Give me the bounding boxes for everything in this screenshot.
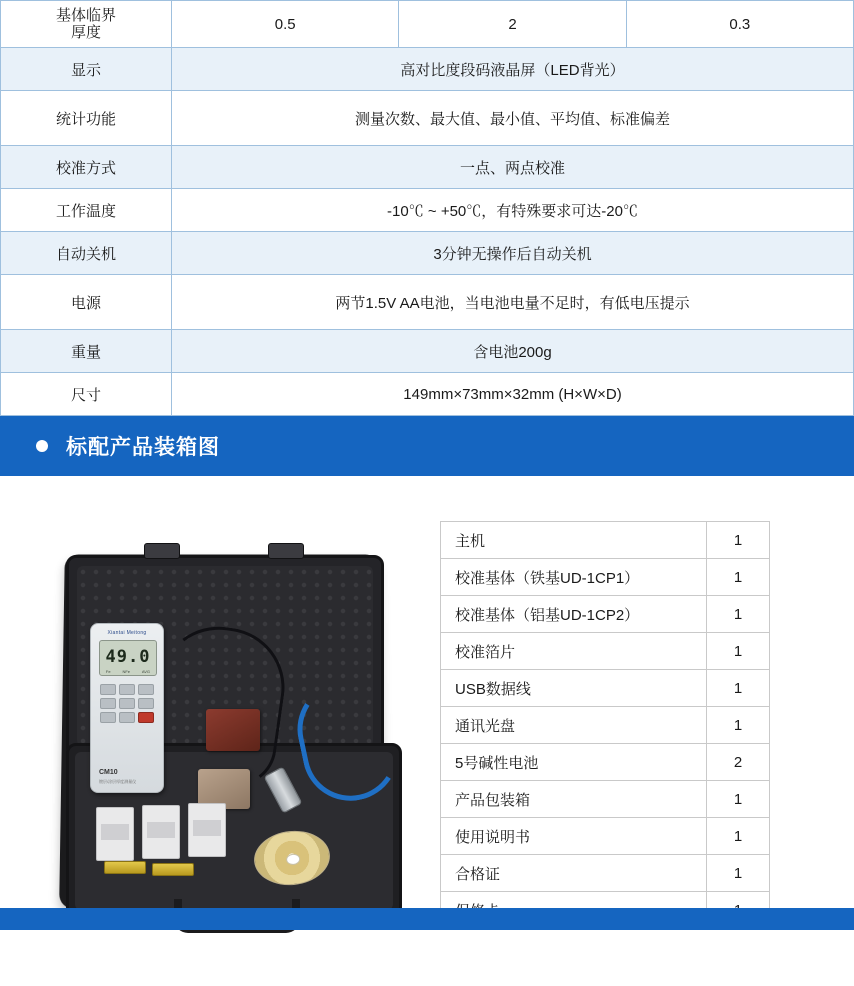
- screen-label-nfe: NFe: [122, 669, 131, 674]
- case-latch: [144, 543, 180, 559]
- device-keypad: [100, 684, 154, 723]
- packing-item-qty: 1: [707, 707, 770, 744]
- spec-value: 3分钟无操作后自动关机: [172, 232, 854, 275]
- packing-item-name: 合格证: [441, 855, 707, 892]
- packing-item-qty: 1: [707, 633, 770, 670]
- table-row: [1, 373, 854, 416]
- table-row: [1, 189, 854, 232]
- keypad-key: [100, 684, 116, 695]
- calibration-foil: [96, 807, 134, 861]
- bottom-accent-bar: [0, 908, 854, 930]
- keypad-key: [119, 712, 135, 723]
- device-reading: 49.0: [105, 647, 151, 667]
- case-latch: [268, 543, 304, 559]
- packing-item-qty: 1: [707, 559, 770, 596]
- packing-item-qty: 1: [707, 596, 770, 633]
- table-row: [441, 670, 770, 707]
- packing-item-qty: 1: [707, 670, 770, 707]
- table-row: [441, 596, 770, 633]
- spec-value: 149mm×73mm×32mm (H×W×D): [172, 373, 854, 416]
- screen-label-fe: Fe: [105, 669, 111, 674]
- spec-value: 测量次数、最大值、最小值、平均值、标准偏差: [172, 91, 854, 146]
- packing-item-name: 校准基体（铝基UD-1CP2）: [441, 596, 707, 633]
- keypad-key: [100, 712, 116, 723]
- spec-value: 含电池200g: [172, 330, 854, 373]
- table-row: [441, 781, 770, 818]
- spec-value: 2: [399, 1, 626, 48]
- spec-label: 统计功能: [1, 91, 172, 146]
- table-row: [1, 330, 854, 373]
- iron-calibration-block: [206, 709, 260, 751]
- spec-label: 重量: [1, 330, 172, 373]
- table-row: [441, 855, 770, 892]
- device-brand: Xiantai Meitong: [107, 630, 147, 636]
- foil-label: [147, 822, 175, 838]
- spec-label: 电源: [1, 275, 172, 330]
- packing-item-name: 通讯光盘: [441, 707, 707, 744]
- keypad-power-key: [138, 712, 154, 723]
- packing-item-name: 5号碱性电池: [441, 744, 707, 781]
- battery: [104, 861, 146, 874]
- table-row: [441, 559, 770, 596]
- packing-item-name: 产品包装箱: [441, 781, 707, 818]
- packing-item-name: 校准箔片: [441, 633, 707, 670]
- battery: [152, 863, 194, 876]
- keypad-key: [100, 698, 116, 709]
- calibration-foil: [188, 803, 226, 857]
- spec-label: 尺寸: [1, 373, 172, 416]
- packing-list-table: [440, 521, 770, 929]
- spec-label: 校准方式: [1, 146, 172, 189]
- section-title: 标配产品装箱图: [66, 436, 220, 459]
- spec-label: 自动关机: [1, 232, 172, 275]
- table-row: [1, 48, 854, 91]
- spec-value: 两节1.5V AA电池，当电池电量不足时，有低电压提示: [172, 275, 854, 330]
- calibration-foil: [142, 805, 180, 859]
- keypad-key: [119, 684, 135, 695]
- table-row: [441, 744, 770, 781]
- packing-item-qty: 1: [707, 781, 770, 818]
- table-row: [441, 818, 770, 855]
- product-case-image: [48, 531, 398, 931]
- spec-value: 一点、两点校准: [172, 146, 854, 189]
- keypad-key: [138, 684, 154, 695]
- packing-item-name: 校准基体（铁基UD-1CP1）: [441, 559, 707, 596]
- screen-mode-labels: [100, 669, 156, 674]
- foil-label: [193, 820, 221, 836]
- packing-item-qty: 1: [707, 818, 770, 855]
- foil-label: [101, 824, 129, 840]
- packing-item-qty: 1: [707, 522, 770, 559]
- device-screen: [99, 640, 157, 676]
- table-row: [441, 707, 770, 744]
- screen-label-avg: AVG: [141, 669, 151, 674]
- spec-label-line2: 厚度: [70, 24, 101, 41]
- thickness-gauge-device: [90, 623, 164, 793]
- spec-label: [1, 1, 172, 48]
- spec-value: 0.3: [626, 1, 853, 48]
- table-row: [441, 633, 770, 670]
- spec-label-line1: 基体临界: [55, 7, 116, 24]
- packing-item-name: 主机: [441, 522, 707, 559]
- table-row: [1, 1, 854, 48]
- keypad-key: [119, 698, 135, 709]
- keypad-key: [138, 698, 154, 709]
- packing-item-qty: 2: [707, 744, 770, 781]
- spec-value: 高对比度段码液晶屏（LED背光）: [172, 48, 854, 91]
- table-row: [1, 91, 854, 146]
- table-row: [1, 275, 854, 330]
- device-model-subtitle: 镀层/涂层厚度测量仪: [99, 779, 137, 784]
- packing-item-qty: 1: [707, 855, 770, 892]
- table-row: [1, 146, 854, 189]
- bullet-dot-icon: [36, 440, 48, 452]
- section-header: [0, 416, 854, 476]
- specification-table: [0, 0, 854, 416]
- device-model: CM10: [99, 769, 118, 776]
- packing-item-name: 使用说明书: [441, 818, 707, 855]
- spec-label: 显示: [1, 48, 172, 91]
- table-row: [441, 522, 770, 559]
- packing-item-name: USB数据线: [441, 670, 707, 707]
- table-row: [1, 232, 854, 275]
- spec-label: 工作温度: [1, 189, 172, 232]
- spec-value: 0.5: [172, 1, 399, 48]
- spec-value: -10℃ ~ +50℃，有特殊要求可达-20℃: [172, 189, 854, 232]
